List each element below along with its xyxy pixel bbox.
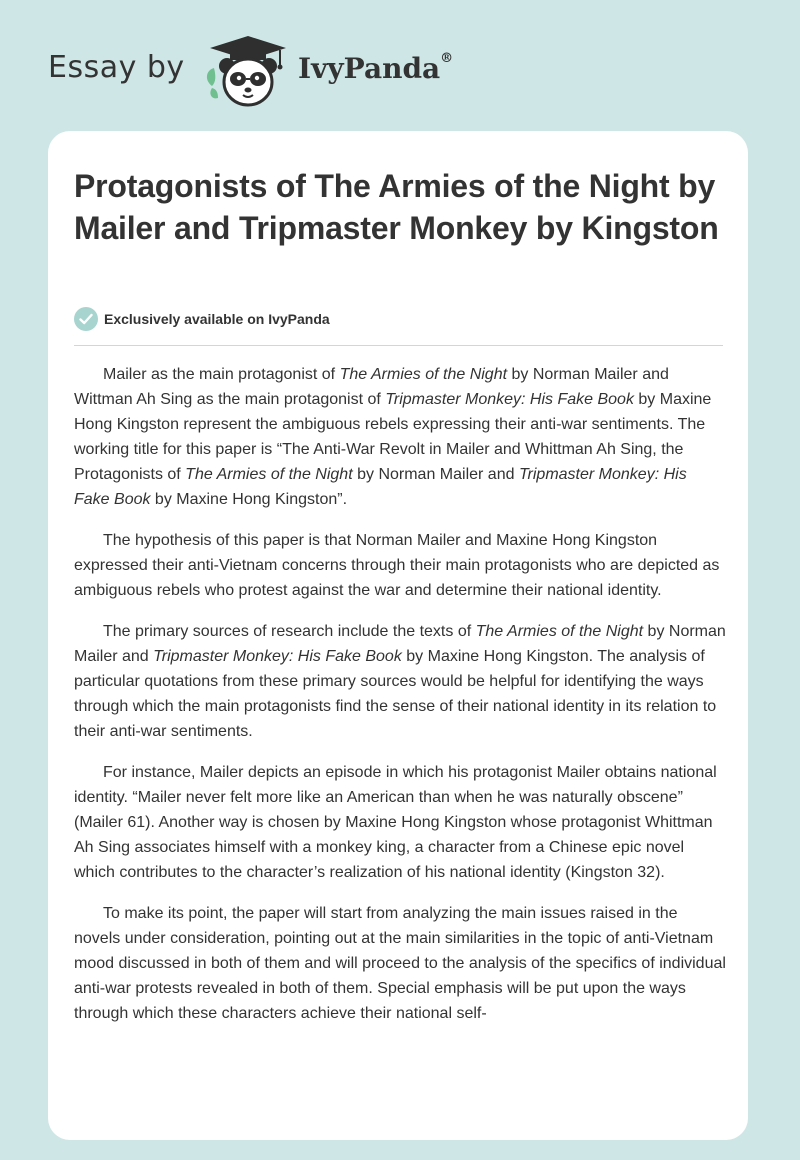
paragraph-text: by Norman Mailer and xyxy=(352,466,519,483)
essay-paragraph xyxy=(74,528,726,603)
site-header xyxy=(0,0,800,130)
paragraph-text: For instance, Mailer depicts an episode in which his protagonist Mailer obtains national identity. “Mailer never felt more like an American than when he was naturally obscene” (Mailer 61). Another way is chosen by Maxine Hong Kingston whose protagonist Whittman Ah Sing associates himself with a monkey king, a character from a Chinese epic novel which contributes to the character’s realization of his national identity (Kingston 32). xyxy=(74,764,717,881)
essay-paragraph xyxy=(74,760,726,885)
essay-body xyxy=(74,362,726,1042)
brand-name[interactable]: IvyPanda® xyxy=(298,50,454,85)
paragraph-text: The primary sources of research include the texts of xyxy=(103,623,476,640)
paragraph-text: by Maxine Hong Kingston represent the ambiguous rebels expressing their anti-war sentiments. The working title for this paper is “The Anti-War Revolt in Mailer and Whittman Ah Sing, the Protagonists of xyxy=(74,391,712,483)
book-title-text: The Armies of the Night xyxy=(475,623,644,640)
book-title-text: Tripmaster Monkey: His Fake Book xyxy=(385,391,634,408)
book-title-text: Tripmaster Monkey: His Fake Book xyxy=(153,648,402,665)
book-title-text: Tripmaster Monkey: His Fake Book xyxy=(74,466,687,508)
badge-text: Exclusively available on IvyPanda xyxy=(104,311,330,327)
page-title: Protagonists of The Armies of the Night by Mailer and Tripmaster Monkey by Kingston xyxy=(74,168,719,246)
book-title-text: The Armies of the Night xyxy=(185,466,353,483)
registered-mark: ® xyxy=(440,50,454,66)
paragraph-text: To make its point, the paper will start from analyzing the main issues raised in the novels under consideration, pointing out at the main similarities in the topic of anti-Vietnam mood discussed in both of them and will proceed to the analysis of the specifics of individual anti-war protests revealed in both of them. Special emphasis will be put upon the ways through which these characters achieve their national self- xyxy=(74,905,726,1022)
essay-card xyxy=(48,131,748,1140)
book-title-text: The Armies of the Night xyxy=(339,366,508,383)
brand-prefix: Essay by xyxy=(48,50,185,85)
paragraph-text: by Norman Mailer and Wittman Ah Sing as the main protagonist of xyxy=(74,366,669,408)
paragraph-text: by Maxine Hong Kingston. The analysis of particular quotations from these primary sources would be helpful for identifying the ways through which the main protagonists find the sense of their national identity in its relation to their anti-war sentiments. xyxy=(74,648,717,740)
paragraph-text: by Maxine Hong Kingston”. xyxy=(150,491,348,508)
paragraph-text: by Norman Mailer and xyxy=(74,623,726,665)
essay-paragraph xyxy=(74,619,726,744)
essay-paragraph xyxy=(74,901,726,1026)
availability-badge xyxy=(74,306,330,332)
divider xyxy=(74,345,723,346)
check-circle-icon xyxy=(74,307,98,331)
essay-paragraph xyxy=(74,362,726,512)
paragraph-text: The hypothesis of this paper is that Norman Mailer and Maxine Hong Kingston expressed their anti-Vietnam concerns through their main protagonists who are depicted as ambiguous rebels who protest against the war and determine their national identity. xyxy=(74,532,720,599)
paragraph-text: Mailer as the main protagonist of xyxy=(103,366,340,383)
panda-graduate-icon[interactable] xyxy=(200,34,296,110)
